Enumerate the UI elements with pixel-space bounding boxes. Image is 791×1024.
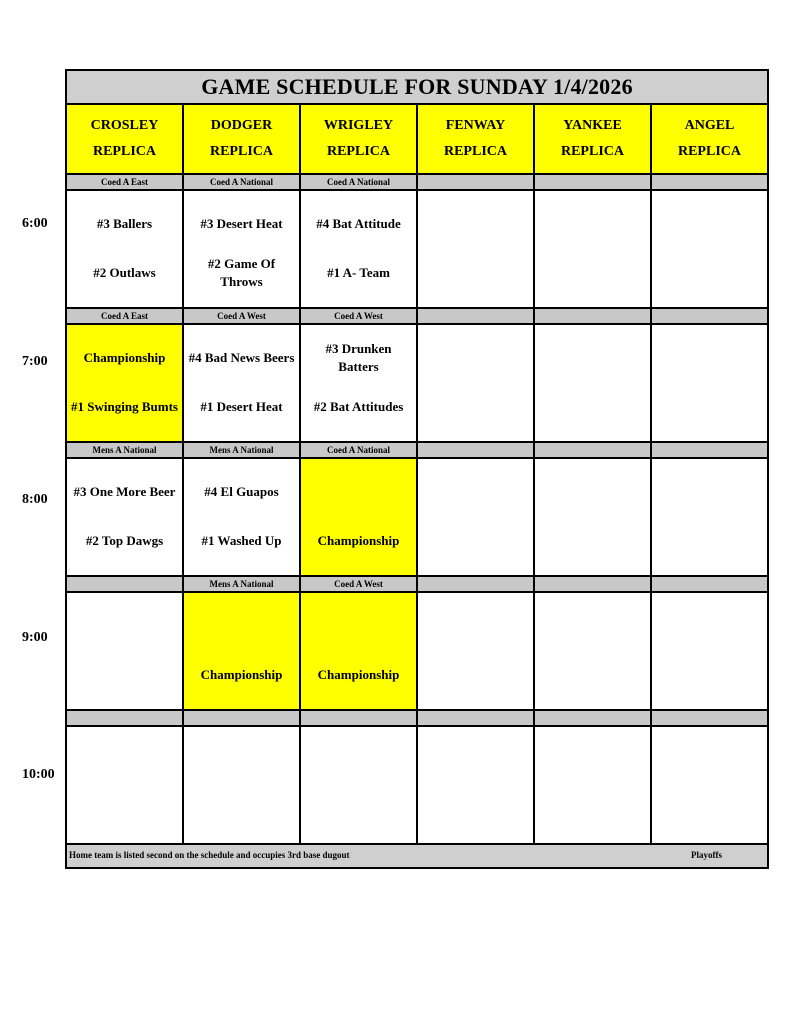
home-team: Championship xyxy=(317,666,400,682)
game-cell xyxy=(300,190,417,308)
playoff-game-cell xyxy=(183,592,300,710)
time-label: 10:00 xyxy=(22,767,55,782)
division-row xyxy=(66,174,768,190)
game-cell xyxy=(183,190,300,308)
division-label xyxy=(534,576,651,592)
away-team: #3 Ballers xyxy=(96,215,153,231)
away-team: #4 Bad News Beers xyxy=(188,349,295,365)
away-team xyxy=(539,472,646,512)
home-team xyxy=(539,655,646,695)
schedule-table xyxy=(65,69,769,869)
division-label xyxy=(534,710,651,726)
division-row xyxy=(66,710,768,726)
away-team xyxy=(422,338,529,378)
division-label xyxy=(417,442,534,458)
game-cell xyxy=(66,726,183,844)
game-cell xyxy=(300,726,417,844)
field-header-fenway xyxy=(417,104,534,174)
home-team xyxy=(422,253,529,293)
home-team xyxy=(656,387,763,427)
field-subtitle: REPLICA xyxy=(326,144,390,159)
home-team xyxy=(188,789,295,829)
game-cell xyxy=(66,190,183,308)
home-team xyxy=(656,789,763,829)
division-label: Coed A National xyxy=(300,442,417,458)
field-subtitle: REPLICA xyxy=(209,144,273,159)
division-label xyxy=(66,576,183,592)
division-label xyxy=(66,710,183,726)
game-cell xyxy=(66,458,183,576)
home-team xyxy=(656,655,763,695)
field-subtitle: REPLICA xyxy=(443,144,507,159)
home-team: Championship xyxy=(317,532,400,548)
field-subtitle: REPLICA xyxy=(92,144,156,159)
away-team xyxy=(71,606,178,646)
division-label xyxy=(417,308,534,324)
division-label xyxy=(183,710,300,726)
game-cell xyxy=(66,592,183,710)
home-team: #1 Desert Heat xyxy=(200,398,283,414)
away-team: #3 Drunken Batters xyxy=(325,340,392,374)
division-label: Coed A West xyxy=(300,576,417,592)
away-team xyxy=(422,472,529,512)
field-header-wrigley xyxy=(300,104,417,174)
game-cell xyxy=(417,190,534,308)
home-team xyxy=(422,655,529,695)
playoff-game-cell xyxy=(300,592,417,710)
away-team xyxy=(539,606,646,646)
away-team xyxy=(656,338,763,378)
game-cell xyxy=(534,726,651,844)
division-label: Coed A East xyxy=(66,308,183,324)
game-cell xyxy=(417,592,534,710)
division-label xyxy=(300,710,417,726)
away-team xyxy=(188,740,295,780)
game-row xyxy=(66,190,768,308)
game-cell xyxy=(417,458,534,576)
division-label xyxy=(651,576,768,592)
home-team xyxy=(422,521,529,561)
home-team: #1 Washed Up xyxy=(201,532,282,548)
field-name: CROSLEY xyxy=(90,118,159,133)
field-subtitle: REPLICA xyxy=(677,144,741,159)
division-label: Coed A West xyxy=(300,308,417,324)
game-cell xyxy=(534,592,651,710)
away-team xyxy=(305,472,412,512)
home-team xyxy=(656,253,763,293)
field-name: YANKEE xyxy=(563,118,622,133)
division-label xyxy=(417,710,534,726)
division-label xyxy=(417,174,534,190)
away-team: Championship xyxy=(83,349,166,365)
division-label: Mens A National xyxy=(183,442,300,458)
time-label: 8:00 xyxy=(22,492,48,507)
division-label xyxy=(534,174,651,190)
away-team xyxy=(71,740,178,780)
away-team xyxy=(305,606,412,646)
home-team: #2 Outlaws xyxy=(93,264,156,280)
division-label xyxy=(534,442,651,458)
field-header-row xyxy=(66,104,768,174)
division-label: Coed A National xyxy=(300,174,417,190)
away-team xyxy=(422,740,529,780)
division-row xyxy=(66,308,768,324)
division-label xyxy=(651,710,768,726)
division-row xyxy=(66,576,768,592)
playoffs-legend: Playoffs xyxy=(691,850,722,860)
game-cell xyxy=(651,458,768,576)
game-cell xyxy=(534,190,651,308)
home-team xyxy=(71,789,178,829)
playoff-game-cell xyxy=(66,324,183,442)
away-team: #4 Bat Attitude xyxy=(316,215,401,231)
division-label xyxy=(651,174,768,190)
away-team xyxy=(539,204,646,244)
game-cell xyxy=(534,458,651,576)
away-team xyxy=(422,204,529,244)
away-team xyxy=(539,740,646,780)
home-team xyxy=(422,789,529,829)
field-header-yankee xyxy=(534,104,651,174)
time-label: 6:00 xyxy=(22,216,48,231)
game-row xyxy=(66,324,768,442)
footer-bar xyxy=(66,844,768,868)
game-cell xyxy=(417,324,534,442)
field-header-crosley xyxy=(66,104,183,174)
game-row xyxy=(66,458,768,576)
home-team: #1 A- Team xyxy=(327,264,390,280)
home-team xyxy=(305,789,412,829)
field-header-angel xyxy=(651,104,768,174)
game-cell xyxy=(417,726,534,844)
division-label xyxy=(651,308,768,324)
away-team: #3 One More Beer xyxy=(73,483,176,499)
game-cell xyxy=(651,190,768,308)
game-cell xyxy=(183,458,300,576)
home-team: #2 Bat Attitudes xyxy=(313,398,404,414)
away-team: #4 El Guapos xyxy=(204,483,279,499)
division-label xyxy=(417,576,534,592)
game-cell xyxy=(651,726,768,844)
division-label: Mens A National xyxy=(66,442,183,458)
away-team xyxy=(656,472,763,512)
away-team xyxy=(539,338,646,378)
time-label: 7:00 xyxy=(22,354,48,369)
division-label xyxy=(534,308,651,324)
home-team xyxy=(539,387,646,427)
division-row xyxy=(66,442,768,458)
home-team: #1 Swinging Bumts xyxy=(71,398,178,414)
away-team xyxy=(305,740,412,780)
home-team: #2 Top Dawgs xyxy=(85,532,164,548)
game-row xyxy=(66,726,768,844)
field-name: DODGER xyxy=(210,118,273,133)
division-label: Coed A West xyxy=(183,308,300,324)
field-name: FENWAY xyxy=(445,118,506,133)
game-cell xyxy=(651,592,768,710)
home-team xyxy=(539,789,646,829)
home-team: #2 Game Of Throws xyxy=(207,255,276,289)
division-label: Mens A National xyxy=(183,576,300,592)
footer-note: Home team is listed second on the schedule and occupies 3rd base dugout xyxy=(69,850,350,860)
field-header-dodger xyxy=(183,104,300,174)
division-label xyxy=(651,442,768,458)
field-name: WRIGLEY xyxy=(323,118,394,133)
field-subtitle: REPLICA xyxy=(560,144,624,159)
game-cell xyxy=(651,324,768,442)
home-team xyxy=(539,253,646,293)
field-name: ANGEL xyxy=(684,118,735,133)
away-team xyxy=(656,606,763,646)
away-team xyxy=(422,606,529,646)
division-label: Coed A National xyxy=(183,174,300,190)
home-team xyxy=(71,655,178,695)
page-title: GAME SCHEDULE FOR SUNDAY 1/4/2026 xyxy=(66,70,768,104)
away-team xyxy=(656,204,763,244)
game-cell xyxy=(183,324,300,442)
home-team: Championship xyxy=(200,666,283,682)
home-team xyxy=(422,387,529,427)
away-team xyxy=(188,606,295,646)
playoff-game-cell xyxy=(300,458,417,576)
home-team xyxy=(539,521,646,561)
away-team xyxy=(656,740,763,780)
game-cell xyxy=(534,324,651,442)
home-team xyxy=(656,521,763,561)
game-row xyxy=(66,592,768,710)
division-label: Coed A East xyxy=(66,174,183,190)
game-cell xyxy=(183,726,300,844)
time-label: 9:00 xyxy=(22,630,48,645)
game-cell xyxy=(300,324,417,442)
away-team: #3 Desert Heat xyxy=(200,215,283,231)
